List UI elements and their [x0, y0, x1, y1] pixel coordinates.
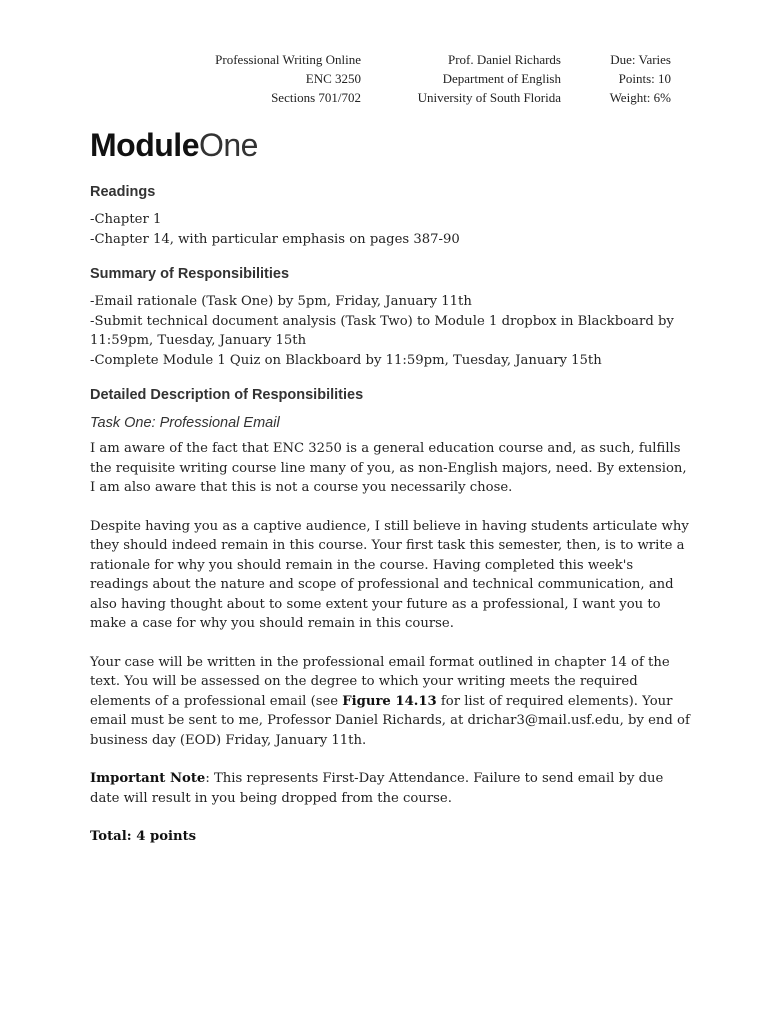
summary-list [90, 292, 690, 370]
paragraph-1: I am aware of the fact that ENC 3250 is a general education course and, as such, fulfills the requisite writing course line many of you, as non-English majors, need. By extension, I am also aware that this is not a course you necessarily chose. [90, 441, 687, 495]
course-info [215, 50, 361, 107]
important-note-text: : This represents First-Day Attendance. Failure to send email by due date will result in you being dropped from the course. [90, 771, 664, 806]
grading-info [610, 50, 671, 107]
department: Department of English [442, 71, 561, 86]
important-note [90, 769, 690, 808]
summary-heading: Summary of Responsibilities [90, 266, 290, 282]
weight: Weight: 6% [609, 90, 671, 105]
paragraph-3-text-a: Your case will be written in the professional email format outlined in chapter 14 of the text. You will be assessed on the degree to which your writing meets the required elements of a professional email (see [90, 654, 670, 709]
reading-item: -Chapter 14, with particular emphasis on pages 387-90 [90, 231, 460, 247]
paragraph-2: Despite having you as a captive audience, I still believe in having students articulate why they should indeed remain in this course. Your first task this semester, then, is to write a rationale for why you should remain in the course. Having completed this week's readings about the nature and scope of professional and technical communication, and also having thought about to some extent your future as a professional, I want you to make a case for why you should remain in this course. [90, 518, 689, 631]
task-one-heading: Task One: Professional Email [90, 415, 280, 431]
readings-list [90, 210, 690, 249]
due-date: Due: Varies [610, 52, 671, 67]
summary-item: -Submit technical document analysis (Task Two) to Module 1 dropbox in Blackboard by 11:59pm, Tuesday, January 15th [90, 313, 674, 348]
paragraph-3-text-b: for list of required elements). Your email must be sent to me, Professor Daniel Richards, at drichar3@mail.usf.edu, by end of business day (EOD) Friday, January 11th. [90, 693, 690, 748]
instructor-info [418, 50, 561, 107]
title-bold: Module [90, 127, 199, 163]
paragraph-3 [90, 653, 690, 751]
total-points: Total: 4 points [90, 829, 197, 844]
university: University of South Florida [417, 90, 561, 105]
summary-item: -Email rationale (Task One) by 5pm, Friday, January 11th [90, 294, 472, 309]
detailed-heading: Detailed Description of Responsibilities [90, 387, 364, 403]
page-title [90, 125, 258, 165]
important-note-label: Important Note [90, 771, 206, 786]
summary-item: -Complete Module 1 Quiz on Blackboard by 11:59pm, Tuesday, January 15th [90, 352, 602, 368]
course-name: Professional Writing Online [215, 52, 361, 67]
course-sections: Sections 701/702 [271, 90, 361, 105]
document-body [90, 182, 690, 847]
instructor-name: Prof. Daniel Richards [447, 52, 561, 67]
course-code: ENC 3250 [305, 71, 361, 86]
points: Points: 10 [618, 71, 671, 86]
reading-item: -Chapter 1 [90, 212, 162, 227]
readings-heading: Readings [90, 184, 156, 200]
figure-reference: Figure 14.13 [342, 693, 437, 709]
title-light: One [198, 127, 258, 163]
